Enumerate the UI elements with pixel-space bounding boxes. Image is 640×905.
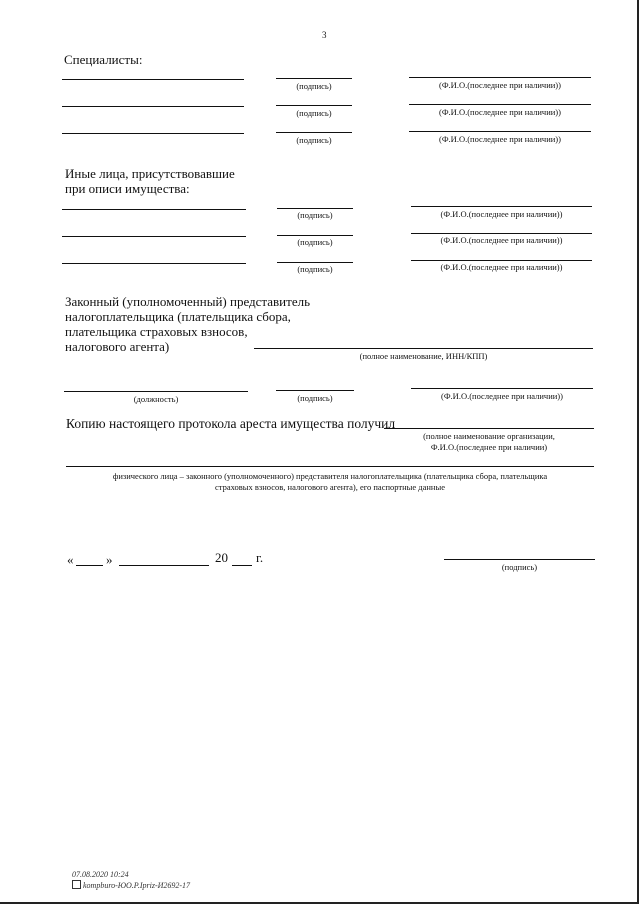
copy-received-text: Копию настоящего протокола ареста имущества получил — [66, 416, 396, 431]
name-caption: (Ф.И.О.(последнее при наличии)) — [440, 235, 563, 245]
name-caption: (Ф.И.О.(последнее при наличии)) — [439, 80, 561, 90]
year-line[interactable] — [232, 565, 252, 566]
representative-name-caption: (полное наименование, ИНН/КПП) — [359, 351, 488, 361]
day-line[interactable] — [76, 565, 103, 566]
year-suffix: г. — [256, 550, 264, 565]
signature-caption: (подпись) — [296, 81, 332, 91]
signature-line[interactable] — [276, 132, 352, 133]
name-line[interactable] — [409, 104, 591, 105]
recipient-details-line[interactable] — [66, 466, 594, 467]
signature-line[interactable] — [276, 105, 352, 106]
name-line[interactable] — [411, 206, 592, 207]
signature-line[interactable] — [277, 235, 353, 236]
specialists-heading: Специалисты: — [64, 52, 143, 67]
signature-line[interactable] — [277, 262, 353, 263]
other-persons-heading-line1: Иные лица, присутствовавшие — [65, 166, 235, 181]
signature-line[interactable] — [62, 209, 246, 210]
footer-file — [72, 880, 190, 891]
signature-line[interactable] — [62, 133, 244, 134]
signature-caption: (подпись) — [296, 108, 332, 118]
name-caption: (Ф.И.О.(последнее при наличии)) — [440, 209, 563, 219]
page-number: 3 — [322, 30, 327, 40]
date-signature-caption: (подпись) — [501, 562, 538, 572]
recipient-note-line1: физического лица – законного (уполномоченного) представителя налогоплательщика (плательщика сбора, плательщика — [112, 471, 548, 481]
representative-line3: плательщика страховых взносов, — [65, 324, 248, 339]
name-caption: (Ф.И.О.(последнее при наличии)) — [439, 134, 561, 144]
recipient-note-line2: страховых взносов, налогового агента), его паспортные данные — [215, 482, 445, 492]
position-caption: (должность) — [133, 394, 179, 404]
signature-line[interactable] — [276, 78, 352, 79]
signature-line[interactable] — [62, 106, 244, 107]
signature-caption: (подпись) — [297, 237, 333, 247]
copy-received-line[interactable] — [384, 428, 594, 429]
name-caption: (Ф.И.О.(последнее при наличии)) — [440, 262, 563, 272]
signature-line[interactable] — [62, 79, 244, 80]
signature-line[interactable] — [277, 208, 353, 209]
month-line[interactable] — [119, 565, 209, 566]
representative-line2: налогоплательщика (плательщика сбора, — [65, 309, 291, 324]
date-signature-line[interactable] — [444, 559, 595, 560]
signature-caption: (подпись) — [296, 135, 332, 145]
name-line[interactable] — [411, 233, 592, 234]
name-line[interactable] — [409, 131, 591, 132]
name-line[interactable] — [411, 260, 592, 261]
representative-line4: налогового агента) — [65, 339, 170, 354]
copy-received-caption-line1: (полное наименование организации, — [423, 431, 555, 441]
representative-name-line[interactable] — [254, 348, 593, 349]
copy-received-caption-line2: Ф.И.О.(последнее при наличии) — [430, 442, 548, 452]
name-caption: (Ф.И.О.(последнее при наличии)) — [439, 107, 561, 117]
signature-caption: (подпись) — [297, 210, 333, 220]
other-persons-heading-line2: при описи имущества: — [65, 181, 190, 196]
fio-caption: (Ф.И.О.(последнее при наличии)) — [441, 391, 563, 401]
year-prefix: 20 — [215, 550, 228, 565]
signature-caption: (подпись) — [297, 393, 333, 403]
position-line[interactable] — [64, 391, 248, 392]
footer-timestamp: 07.08.2020 10:24 — [72, 870, 129, 879]
signature-line[interactable] — [62, 263, 246, 264]
signature-caption: (подпись) — [297, 264, 333, 274]
footer-file-name: kompburo-ЮО.Р.Ipriz-И2692-17 — [83, 881, 191, 890]
name-line[interactable] — [409, 77, 591, 78]
signature-line[interactable] — [276, 390, 354, 391]
signature-line[interactable] — [62, 236, 246, 237]
date-open-quote: « — [67, 552, 74, 567]
fio-line[interactable] — [411, 388, 593, 389]
date-close-quote: » — [106, 552, 113, 567]
file-icon — [72, 880, 81, 889]
representative-line1: Законный (уполномоченный) представитель — [65, 294, 311, 309]
